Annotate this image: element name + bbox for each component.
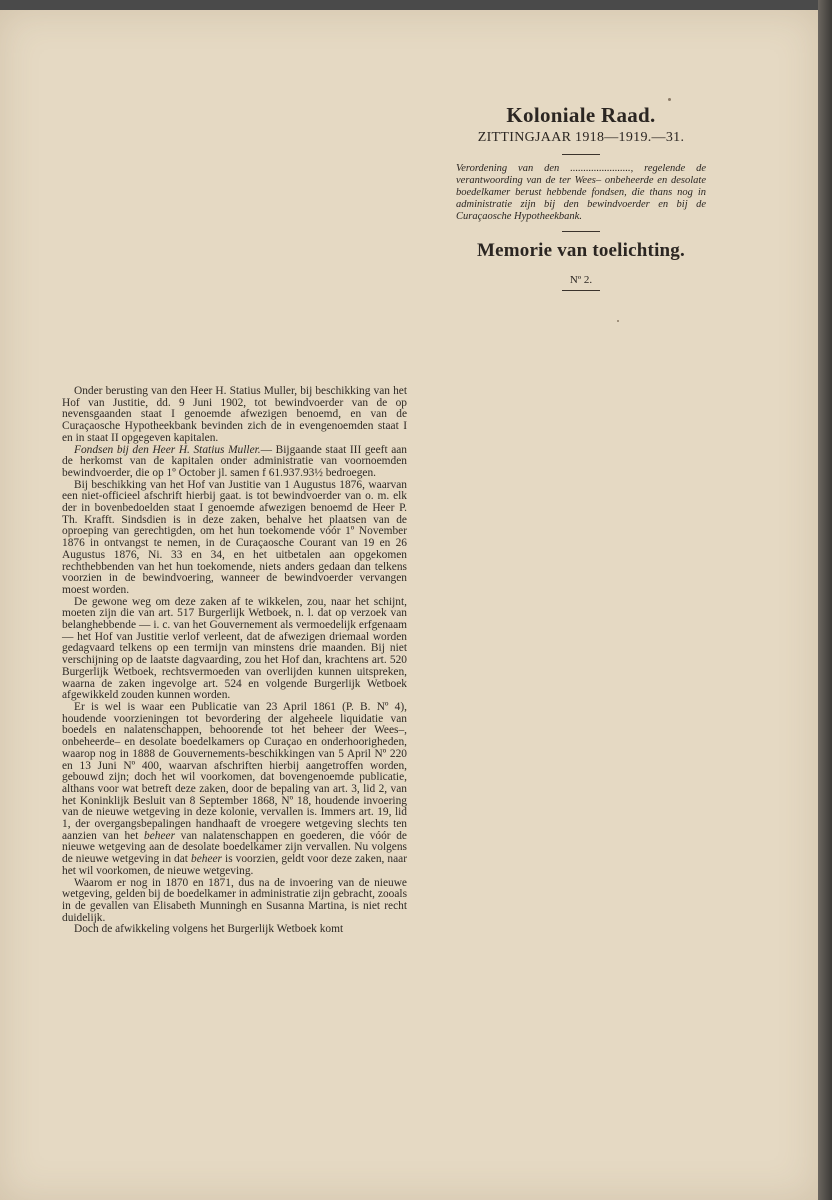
ordinance-subject: Verordening van den ......................., regelende de verantwoording van de ter Wees– onbeheerde en desolate boedelkamer berust hebbende fondsen, die thans nog in administratie zijn bij den bewindvoerder en bij de Curaçaosche Hypotheekbank. [456,163,706,222]
paper-speck [668,98,671,101]
divider [562,231,600,232]
document-number: Nº 2. [569,274,593,286]
paragraph [62,702,407,878]
scan-edge [818,0,832,1200]
paragraph: De gewone weg om deze zaken af te wikkelen, zou, naar het schijnt, moeten zijn die van art. 517 Burgerlijk Wetboek, n. l. dat op verzoek van belanghebbende — i. c. van het Gouvernement als vermoedelijk erfgenaam — het Hof van Justitie verlof verleent, dat de afwezigen driemaal worden gedagvaard telkens op een termijn van minstens drie maanden. Bij niet verschijning op de laatste dagvaarding, zou het Hof dan, krachtens art. 520 Burgerlijk Wetboek, rechtsvermoeden van overlijden kunnen uitspreken, waarna de zaken ingevolge art. 524 en volgende Burgerlijk Wetboek afgewikkeld zouden kunnen worden. [62,595,407,702]
body-text [62,386,407,936]
paper-speck [617,320,619,322]
paragraph [62,445,407,480]
paragraph: Doch de afwikkeling volgens het Burgerlijk Wetboek komt [74,923,344,936]
document-header [450,95,712,299]
divider [562,154,600,155]
emphasis: beheer [191,853,222,866]
paragraph: Onder berusting van den Heer H. Statius Muller, bij beschikking van het Hof van Justitie, dd. 9 Juni 1902, tot bewindvoerder van de op nevensgaanden staat I genoemde afwezigen benoemd, en van de Curaçaosche Hypotheekbank bevinden zich de in evengenoemden staat I en in staat II opgegeven kapitalen. [62,385,407,444]
paragraph-text: is voorzien, geldt voor deze zaken, naar het wil voorkomen, de nieuwe wetgeving. [62,853,407,877]
document-page [0,10,818,1200]
section-heading: Memorie van toelichting. [477,240,685,261]
paragraph-text: van nalatenschappen en goederen, die vóór de nieuwe wetgeving aan de desolate boedelkamer zijn vervallen. Nu volgens de nieuwe wetgeving in dat [62,829,407,866]
session-year: ZITTINGJAAR 1918—1919.—31. [477,130,685,145]
paragraph: Bij beschikking van het Hof van Justitie van 1 Augustus 1876, waarvan een niet-officieel afschrift hierbij gaat. is tot bewindvoerder van o. m. elk der in bovenbedoelden staat I genoemde afwezigen benoemd de Heer P. Th. Krafft. Sindsdien is in deze zaken, behalve het plaatsen van de oproeping van gerechtigden, om het hun toekomende vóór 1º November 1876 in ontvangst te nemen, in de Curaçaosche Courant van 19 en 26 Augustus 1876, Ni. 33 en 34, en het uitbetalen aan opgekomen rechthebbenden van het hun toekomende, niets anders gedaan dan telkens voorzien in de bewindvoering, wanneer de bewindvoerder vervangen moest worden. [62,478,407,596]
paragraph-text: Er is wel is waar een Publicatie van 23 April 1861 (P. B. Nº 4), houdende voorzieningen tot bevordering der algeheele liquidatie van boedels en nalatenschappen, behoorende tot het beheer der Wees–, onbeheerde– en desolate boedelkamers op Curaçao en onderhoorigheden, waarop nog in 1888 de Gouvernements-beschikkingen van 5 April Nº 220 en 13 Juni Nº 400, waarvan afschriften hierbij aangetroffen worden, gebouwd zijn; doch het wil voorkomen, dat bovengenoemde publicatie, althans voor wat betreft deze zaken, door de bepaling van art. 3, lid 2, van het Koninklijk Besluit van 8 September 1868, Nº 18, houdende invoering van de nieuwe wetgeving in deze kolonie, vervallen is. Immers art. 19, lid 1, der overgangsbepalingen handhaaft de vroegere wetgeving slechts ten aanzien van het [62,700,407,842]
emphasis: beheer [144,829,176,842]
paragraph: Waarom er nog in 1870 en 1871, dus na de invoering van de nieuwe wetgeving, gelden bij de boedelkamer in administratie zijn gebracht, zooals in de gevallen van Elisabeth Munningh en Susanna Martina, is niet recht duidelijk. [62,876,407,924]
page-title: Koloniale Raad. [506,103,656,127]
paragraph-text: — Bijgaande staat III geeft aan de herkomst van de kapitalen onder administratie van voornoemden bewindvoerder, die op 1º October jl. samen f 61.937.93½ bedroegen. [62,443,407,479]
paragraph-lead: Fondsen bij den Heer H. Statius Muller. [74,443,261,456]
divider [562,290,600,291]
